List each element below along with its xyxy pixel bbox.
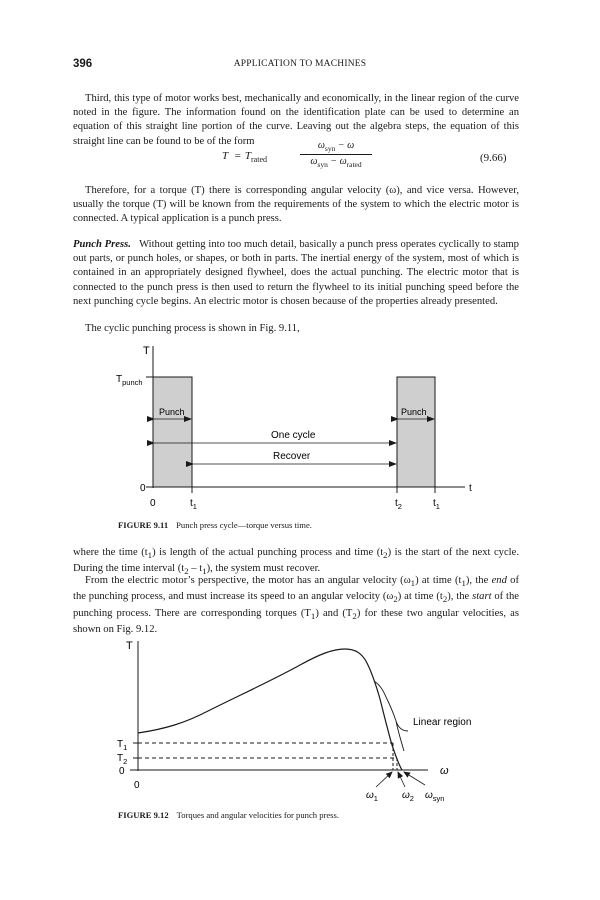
f12-t1-main: T (117, 739, 124, 750)
eq-den-a-sub: syn (317, 160, 328, 169)
punch-press-body: Without getting into too much detail, basically a punch press operates cyclically to stamp out parts, or punch holes, or shapes, or both in parts. The inertial energy of the system, most of which is contained in an appropriately designed flywheel, does the actual punching. The electric motor that is connected to the punch press is then used to return the flywheel to its initial punching speed before the next punching cycle begins. An electric motor is chosen because of the properties already presented. (73, 239, 519, 307)
f12-w2-sub: 2 (409, 794, 414, 803)
p5-d: – t (188, 563, 203, 575)
fig11-one-cycle-label: One cycle (271, 430, 316, 441)
fig11-origin-y: 0 (140, 483, 146, 494)
fig11-tick-t1a-label (190, 498, 197, 511)
p6-h: ) and (T (315, 607, 353, 619)
p6-g-sub: 1 (310, 610, 316, 621)
paragraph-cyclic: The cyclic punching process is shown in Fig. 9.11, (85, 323, 300, 334)
f12-w1-sub: 1 (373, 794, 378, 803)
punch-pulse-2 (397, 377, 435, 487)
p5-e: ), the system must recover. (206, 563, 321, 575)
fig11-punch-label-1: Punch (159, 407, 185, 417)
p6-h-sub: 2 (352, 610, 357, 621)
equation-coef: T (244, 150, 252, 162)
eq-den-op: − ω (327, 156, 347, 167)
fig12-omega-syn-arrow (404, 772, 425, 785)
eq-den-a: ω (310, 156, 318, 167)
figure-9-11 (0, 340, 600, 520)
fig12-omega2-arrow (398, 772, 405, 787)
f12-w1-main: ω (366, 790, 374, 801)
fig12-y-axis-label: T (126, 640, 133, 652)
f12-t2-main: T (117, 753, 124, 764)
f11-t1b-sub: 1 (435, 502, 440, 511)
equation-numerator (300, 140, 372, 155)
fig11-caption-label: FIGURE 9.11 (118, 520, 169, 530)
fig12-x-axis-label: ω (440, 765, 449, 777)
f12-wsyn-sub: syn (432, 794, 445, 803)
p6-b-sub: 1 (461, 578, 466, 589)
figure-9-12 (0, 635, 600, 820)
paragraph-punch-press (73, 238, 519, 309)
paragraph-intro: Third, this type of motor works best, mechanically and economically, in the linear region of the curve noted in the figure. The information found on the identification plate can be used to determine an equation of this straight line portion of the curve. Leaving out the algebra steps, the equation of this straight line can be found to be of the form (73, 93, 519, 147)
p6-e-sub: 2 (442, 594, 448, 605)
fig11-x-axis-label: t (469, 483, 472, 494)
equation-lhs: T (222, 150, 228, 162)
eq-num-a: ω (317, 140, 325, 151)
fig11-y-axis-label: T (143, 345, 150, 357)
equation-equals: = (234, 150, 241, 162)
fig12-linear-region-label: Linear region (413, 717, 472, 728)
p6-f: ), the (447, 591, 473, 603)
p6-d: of the punching process, and must increase its speed to an angular velocity (ω (73, 575, 519, 603)
equation-coef-sub: rated (251, 155, 268, 165)
punch-press-heading: Punch Press. (73, 239, 131, 250)
f12-w2-main: ω (402, 790, 410, 801)
fig11-tpunch-main: T (116, 374, 123, 385)
fig11-tick-t1b-label (433, 498, 440, 511)
page-number: 396 (73, 58, 93, 70)
fig12-t2-label (117, 753, 127, 766)
fig12-t1-label (117, 739, 127, 752)
p5-d-sub: 1 (202, 566, 207, 577)
p6-f-em: start (472, 591, 492, 603)
p6-c: ), the (465, 575, 492, 586)
p5-b-sub: 2 (383, 550, 388, 561)
fig11-origin-x: 0 (150, 498, 156, 509)
fig12-torque-curve (138, 649, 402, 770)
p6-e: ) at time (t (397, 591, 443, 603)
fig11-tpunch-sub: punch (122, 378, 143, 387)
fig12-caption-text: Torques and angular velocities for punch press. (176, 810, 340, 820)
equation-9-66 (222, 140, 362, 169)
p5-a-sub: 1 (147, 550, 153, 561)
figure-9-12-caption (118, 810, 339, 820)
fig12-origin-y: 0 (119, 766, 125, 777)
fig12-omega2-label (402, 790, 414, 803)
fig12-origin-x: 0 (134, 780, 140, 791)
p6-a-sub: 1 (410, 578, 416, 589)
fig11-caption-text: Punch press cycle—torque versus time. (176, 520, 312, 530)
p5-c: ) is the start of the next cycle. During the time interval (t (73, 547, 519, 575)
equation-number: (9.66) (480, 152, 507, 164)
f11-t1a-sub: 1 (192, 502, 197, 511)
p6-d-sub: 2 (393, 594, 398, 605)
fig11-tpunch-label (116, 374, 143, 387)
p5-a: where the time (t (73, 547, 148, 558)
eq-num-a-sub: syn (324, 144, 336, 153)
punch-pulse-1 (153, 377, 192, 487)
fig11-punch-label-2: Punch (401, 407, 427, 417)
paragraph-torque: Therefore, for a torque (T) there is corresponding angular velocity (ω), and vice versa. However, usually the torque (T) will be known from the requirements of the system to which the electric motor is connected. A typical application is a punch press. (73, 185, 519, 225)
fig12-omega1-arrow (376, 772, 392, 787)
eq-num-op: − ω (335, 140, 355, 151)
f11-t2-sub: 2 (397, 502, 402, 511)
equation-fraction (300, 140, 372, 169)
fig12-omega1-label (366, 790, 378, 803)
p6-g: of the punching process. There are corresponding torques (T (73, 591, 519, 619)
p6-i: ) for these two angular velocities, as shown on Fig. 9.12. (73, 607, 520, 635)
p6-a: From the electric motor’s perspective, the motor has an angular velocity (ω (85, 575, 411, 586)
p5-c-sub: 2 (184, 566, 189, 577)
fig11-recover-label: Recover (273, 451, 311, 462)
f11-t1b-main: t (433, 498, 436, 509)
equation-denominator (300, 155, 372, 169)
fig12-omega-syn-label (425, 790, 444, 803)
fig12-caption-label: FIGURE 9.12 (118, 810, 169, 820)
f11-t1a-main: t (190, 498, 193, 509)
f12-t2-sub: 2 (123, 757, 128, 766)
fig11-tick-t2-label (395, 498, 402, 511)
running-title: APPLICATION TO MACHINES (233, 59, 367, 69)
f12-t1-sub: 1 (123, 743, 128, 752)
p6-b: ) at time (t (415, 575, 462, 586)
figure-9-11-caption (118, 520, 312, 530)
p5-b: ) is length of the actual punching process and time (t (152, 547, 384, 558)
paragraph-motor-perspective (73, 574, 519, 637)
p6-c-em: end (491, 575, 507, 586)
f11-t2-main: t (395, 498, 398, 509)
f12-wsyn-main: ω (425, 790, 433, 801)
eq-den-b-sub: rated (346, 160, 362, 169)
